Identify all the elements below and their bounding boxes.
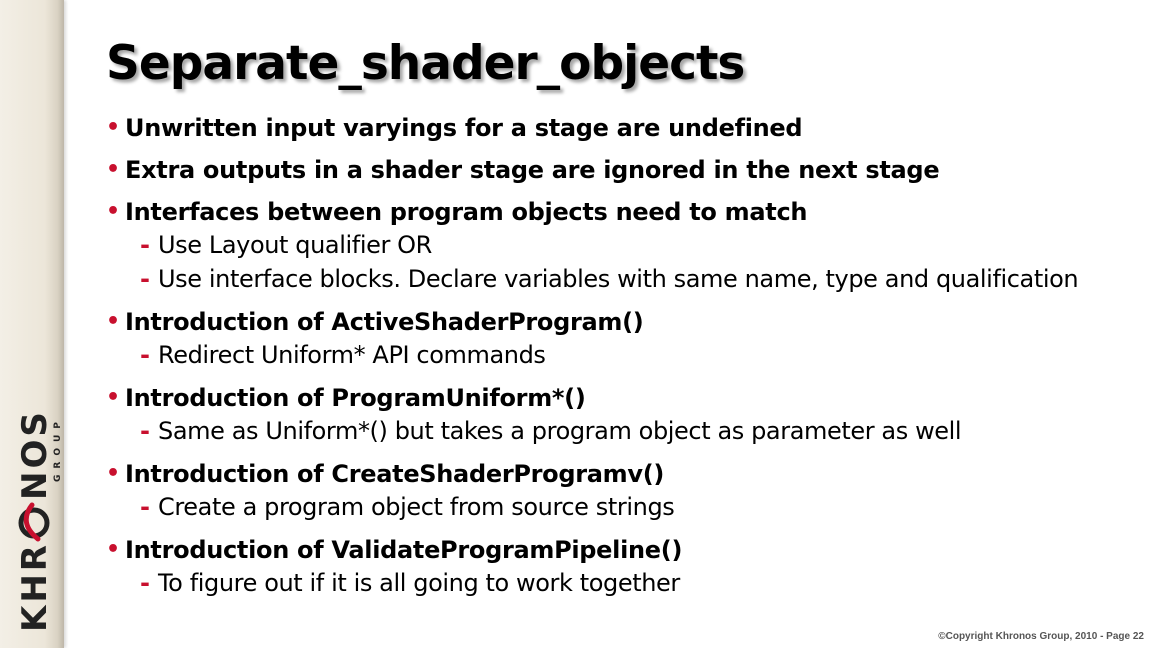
khronos-logo <box>6 392 63 637</box>
copyright-footer: ©Copyright Khronos Group, 2010 - Page 22 <box>938 631 1144 642</box>
bullet-group <box>106 382 1126 448</box>
svg-text:GROUP: GROUP <box>53 416 63 482</box>
bullet-group <box>106 458 1126 524</box>
bullet-item: • Introduction of ActiveShaderProgram() <box>106 306 1126 338</box>
bullet-item: • Introduction of CreateShaderProgramv() <box>106 458 1126 490</box>
bullet-group <box>106 534 1126 600</box>
bullet-item: • Introduction of ProgramUniform*() <box>106 382 1126 414</box>
sub-bullet-item: - Create a program object from source strings <box>106 490 1126 524</box>
bullet-item: • Unwritten input varyings for a stage are undefined <box>106 112 1126 144</box>
sidebar <box>0 0 64 648</box>
slide-title: Separate_shader_objects <box>106 36 745 91</box>
bullet-item: • Extra outputs in a shader stage are ignored in the next stage <box>106 154 1126 186</box>
sub-bullet-item: - Use interface blocks. Declare variables with same name, type and qualification <box>106 262 1126 296</box>
bullet-group <box>106 196 1126 296</box>
svg-text:NOS: NOS <box>15 409 55 500</box>
bullet-item: • Introduction of ValidateProgramPipeline() <box>106 534 1126 566</box>
sub-bullet-item: - Use Layout qualifier OR <box>106 228 1126 262</box>
sub-bullet-item: - To figure out if it is all going to work together <box>106 566 1126 600</box>
sub-bullet-item: - Same as Uniform*() but takes a program object as parameter as well <box>106 414 1126 448</box>
bullet-list <box>106 112 1126 610</box>
sub-bullet-item: - Redirect Uniform* API commands <box>106 338 1126 372</box>
bullet-item: • Interfaces between program objects need to match <box>106 196 1126 228</box>
bullet-group <box>106 306 1126 372</box>
svg-text:KHR: KHR <box>15 542 55 632</box>
bullet-group <box>106 154 1126 186</box>
bullet-group <box>106 112 1126 144</box>
